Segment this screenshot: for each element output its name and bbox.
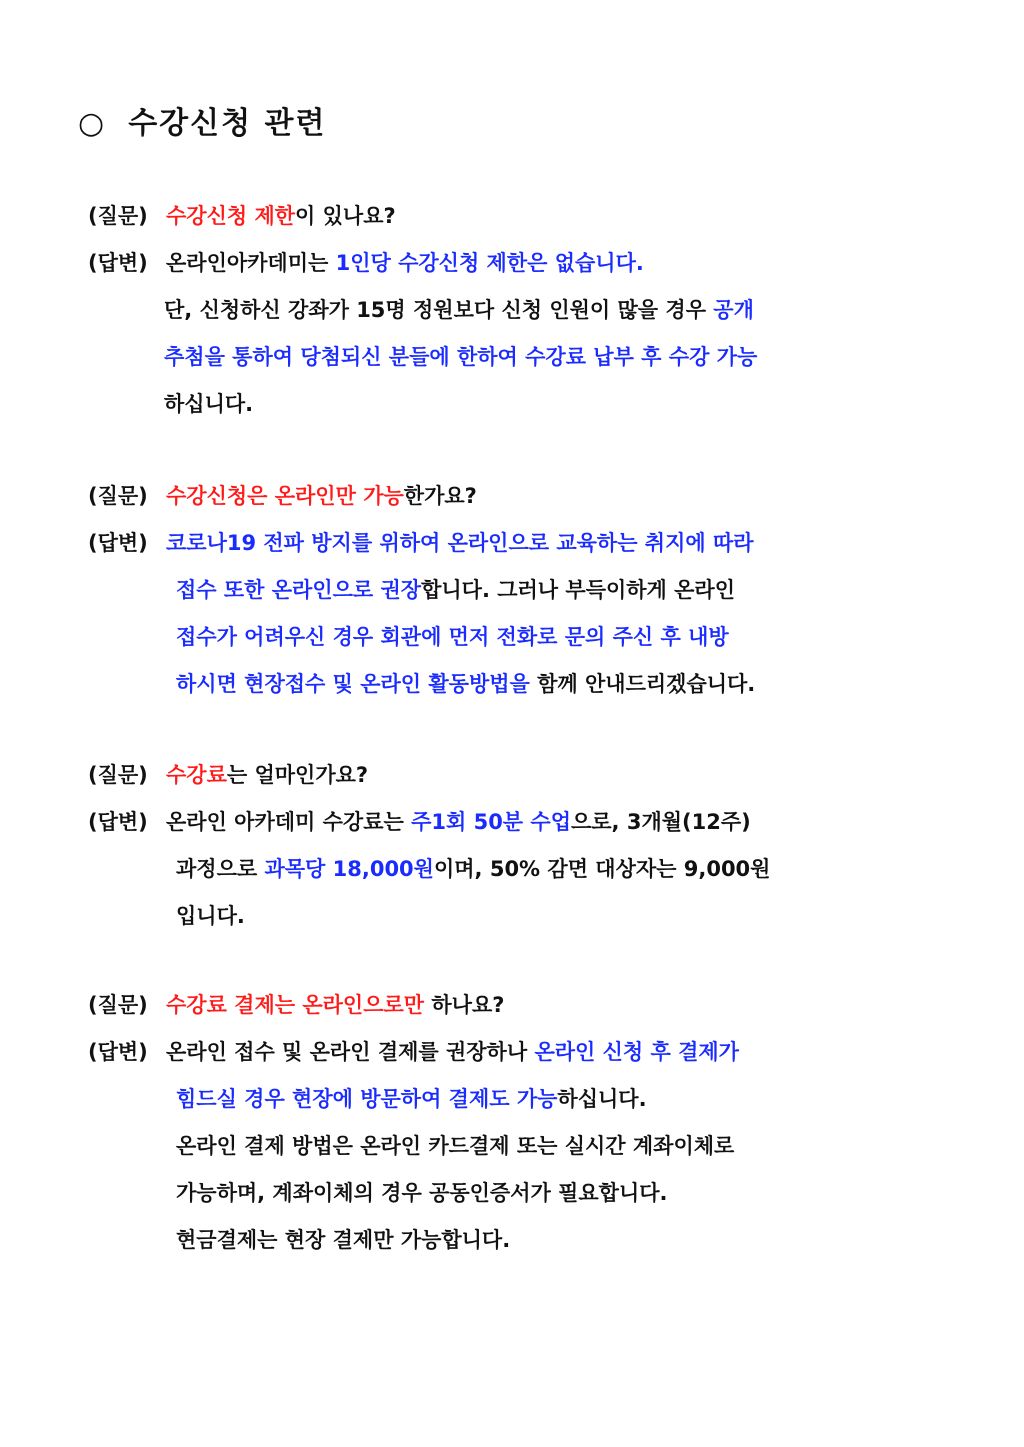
text-segment: 온라인 결제 방법은 온라인 카드결제 또는 실시간 계좌이체로	[176, 1134, 735, 1158]
question-label: (질문)	[88, 484, 148, 508]
text-segment: 단, 신청하신 강좌가 15명 정원보다 신청 인원이 많을 경우	[164, 298, 714, 322]
question-line	[88, 473, 968, 520]
answer-continuation-line	[88, 381, 968, 428]
text-segment: 수강료	[166, 763, 227, 787]
answer-continuation-line	[88, 1217, 968, 1264]
answer-continuation-line	[88, 1076, 968, 1123]
text-segment: 접수 또한 온라인으로 권장	[176, 578, 422, 602]
text-segment: 한가요?	[403, 484, 477, 508]
text-segment: 합니다. 그러나 부득이하게 온라인	[421, 578, 736, 602]
answer-label: (답변)	[88, 1040, 148, 1064]
answer-continuation-line	[88, 1123, 968, 1170]
answer-line	[88, 1029, 968, 1076]
answer-continuation-line	[88, 287, 968, 334]
answer-line	[88, 520, 968, 567]
text-segment: 수강료 결제는 온라인으로만	[166, 993, 425, 1017]
text-segment: 추첨을 통하여 당첨되신 분들에 한하여 수강료 납부 후 수강 가능	[164, 345, 758, 369]
text-segment: 수강신청 제한	[166, 204, 296, 228]
text-segment: 과목당 18,000원	[264, 857, 434, 881]
answer-continuation-line	[88, 846, 968, 893]
text-segment: 하십니다.	[164, 392, 254, 416]
circle-bullet-icon: ○	[78, 106, 107, 141]
question-line	[88, 982, 968, 1029]
answer-continuation-line	[88, 614, 968, 661]
text-segment: 공개	[713, 298, 754, 322]
page-title-text: 수강신청 관련	[128, 106, 327, 141]
answer-continuation-line	[88, 661, 968, 708]
qa-block	[88, 982, 968, 1264]
qa-block	[88, 193, 968, 428]
text-segment: 과정으로	[176, 857, 265, 881]
text-segment: 주1회 50분 수업	[411, 810, 571, 834]
answer-label: (답변)	[88, 531, 148, 555]
text-segment: 접수가 어려우신 경우 회관에 먼저 전화로 문의 주신 후 내방	[176, 625, 729, 649]
question-line	[88, 193, 968, 240]
answer-continuation-line	[88, 893, 968, 940]
answer-label: (답변)	[88, 810, 148, 834]
text-segment: 가능하며, 계좌이체의 경우 공동인증서가 필요합니다.	[176, 1181, 668, 1205]
text-segment: 온라인 신청 후 결제가	[534, 1040, 739, 1064]
page-title	[78, 98, 327, 142]
text-segment: 하십니다.	[557, 1087, 647, 1111]
answer-continuation-line	[88, 1170, 968, 1217]
text-segment: 힘드실 경우 현장에 방문하여 결제도 가능	[176, 1087, 558, 1111]
text-segment: 이며, 50% 감면 대상자는 9,000원	[433, 857, 771, 881]
text-segment: 으로, 3개월(12주)	[570, 810, 751, 834]
text-segment: 온라인아카데미는	[166, 251, 336, 275]
text-segment: 온라인 아카데미 수강료는	[166, 810, 412, 834]
text-segment: 는 얼마인가요?	[226, 763, 369, 787]
question-line	[88, 752, 968, 799]
text-segment: 하시면 현장접수 및 온라인 활동방법을	[176, 672, 530, 696]
text-segment: 1인당 수강신청 제한은 없습니다.	[335, 251, 644, 275]
answer-line	[88, 799, 968, 846]
answer-label: (답변)	[88, 251, 148, 275]
text-segment: 수강신청은 온라인만 가능	[166, 484, 404, 508]
question-label: (질문)	[88, 204, 148, 228]
text-segment: 입니다.	[176, 904, 245, 928]
question-label: (질문)	[88, 993, 148, 1017]
text-segment: 코로나19 전파 방지를 위하여 온라인으로 교육하는 취지에 따라	[166, 531, 754, 555]
text-segment: 하나요?	[424, 993, 505, 1017]
question-label: (질문)	[88, 763, 148, 787]
answer-line	[88, 240, 968, 287]
text-segment: 온라인 접수 및 온라인 결제를 권장하나	[166, 1040, 535, 1064]
text-segment: 함께 안내드리겠습니다.	[529, 672, 756, 696]
answer-continuation-line	[88, 567, 968, 614]
qa-block	[88, 473, 968, 708]
answer-continuation-line	[88, 334, 968, 381]
text-segment: 이 있나요?	[295, 204, 396, 228]
text-segment: 현금결제는 현장 결제만 가능합니다.	[176, 1228, 511, 1252]
qa-block	[88, 752, 968, 940]
